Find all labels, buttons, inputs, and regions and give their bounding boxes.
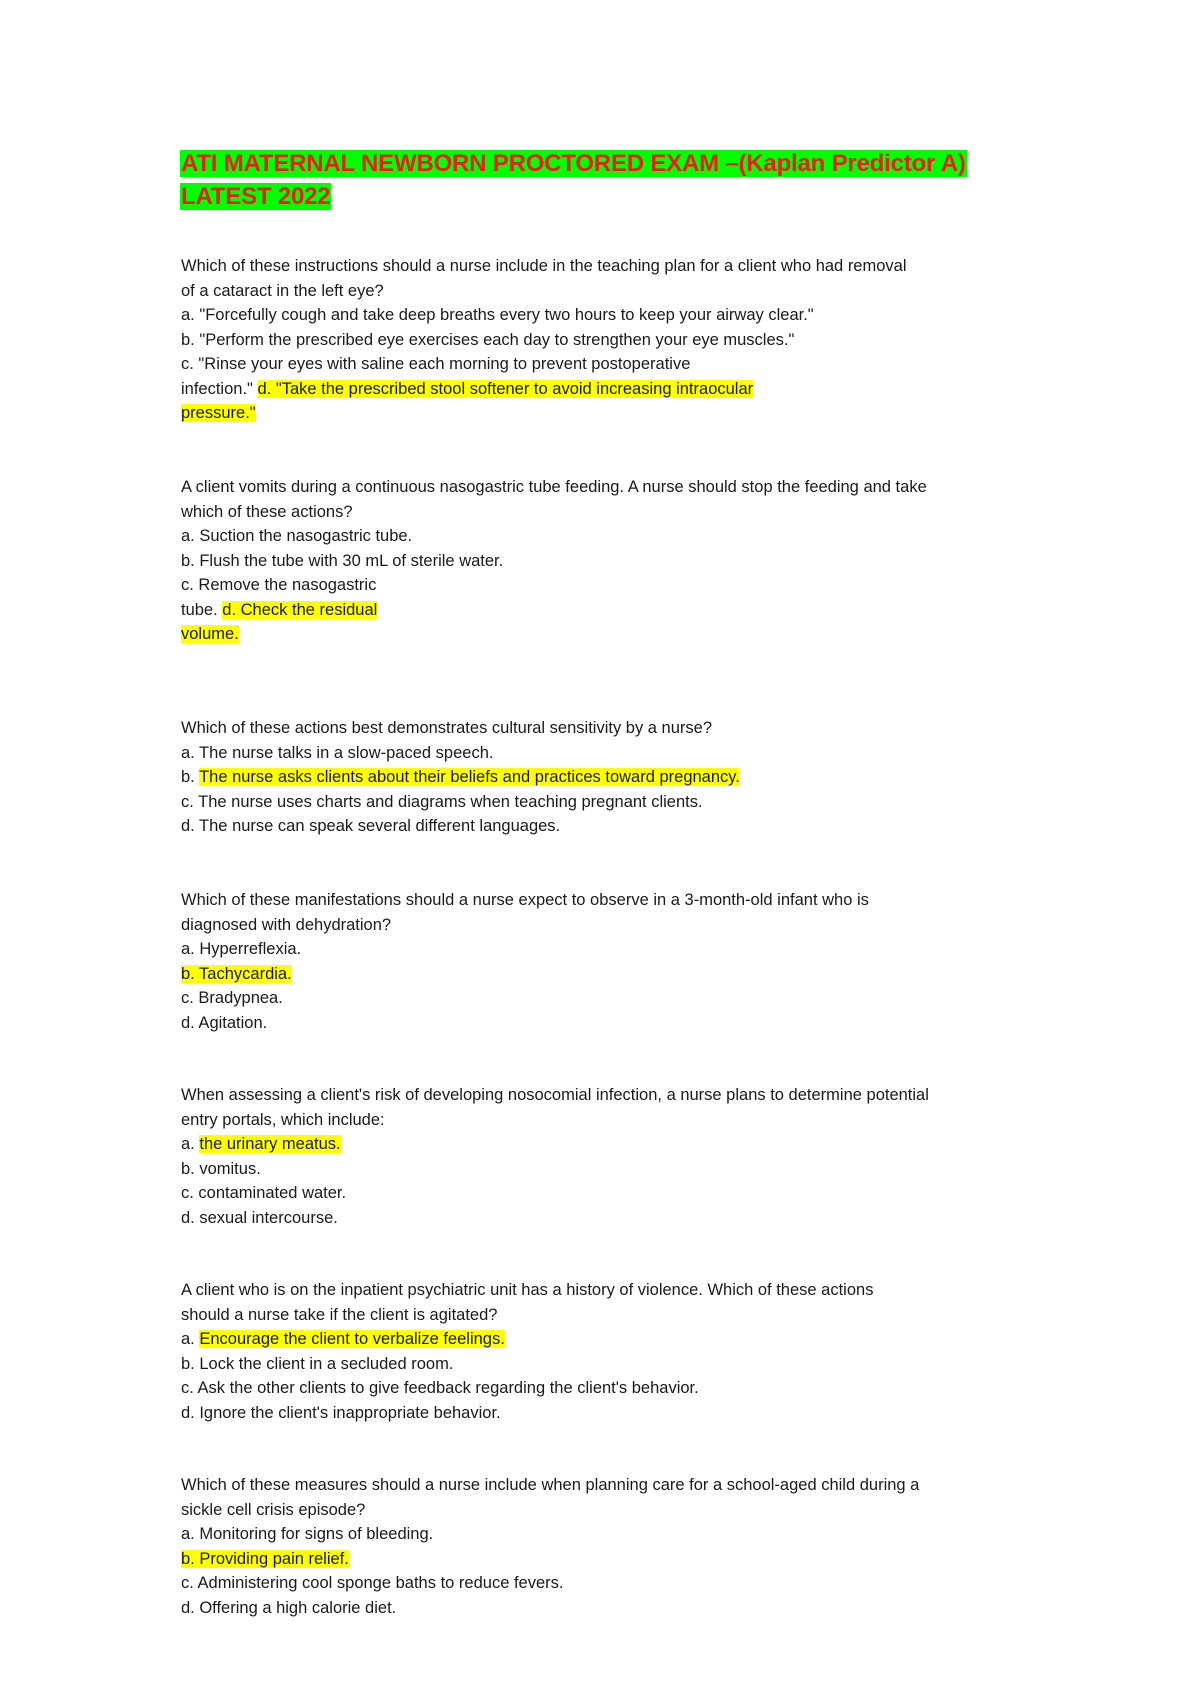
- option-c: c. Bradypnea.: [181, 989, 283, 1007]
- question-stem: of a cataract in the left eye?: [181, 281, 384, 300]
- option-d: d. sexual intercourse.: [181, 1208, 338, 1227]
- correct-answer-highlight: b. Tachycardia.: [181, 964, 292, 983]
- option-a: a. the urinary meatus.: [181, 1135, 341, 1153]
- option-a: a. "Forcefully cough and take deep breaths every two hours to keep your airway clear.": [181, 306, 814, 324]
- option-a: a. Suction the nasogastric tube.: [181, 527, 413, 545]
- question-stem: Which of these actions best demonstrates cultural sensitivity by a nurse?: [181, 719, 713, 737]
- option-c: c. Administering cool sponge baths to reduce fevers.: [181, 1574, 564, 1592]
- question-2: [181, 475, 1031, 647]
- title-line-1: ATI MATERNAL NEWBORN PROCTORED EXAM –(Kaplan Predictor A): [181, 150, 966, 177]
- correct-answer-highlight: volume.: [181, 625, 239, 643]
- question-stem: sickle cell crisis episode?: [181, 1500, 366, 1519]
- option-d: d. The nurse can speak several different languages.: [181, 817, 561, 835]
- question-stem: Which of these manifestations should a nurse expect to observe in a 3-month-old infant who is: [181, 891, 869, 909]
- correct-answer-highlight: d. Check the residual: [222, 600, 378, 619]
- option-a: a. The nurse talks in a slow-paced speech.: [181, 743, 494, 762]
- question-stem: Which of these instructions should a nurse include in the teaching plan for a client who had removal: [181, 257, 907, 275]
- correct-answer-highlight: pressure.": [181, 404, 256, 422]
- question-7: [181, 1473, 1031, 1620]
- correct-answer-highlight: b. Providing pain relief.: [181, 1549, 349, 1568]
- option-d-continued: [181, 622, 1031, 647]
- question-5: [181, 1083, 1031, 1230]
- option-a: a. Monitoring for signs of bleeding.: [181, 1525, 434, 1543]
- option-c-continued: tube. d. Check the residual: [181, 600, 378, 619]
- question-3: [181, 716, 1031, 839]
- question-1: [181, 254, 1031, 426]
- option-c: c. contaminated water.: [181, 1184, 347, 1202]
- option-b: b. The nurse asks clients about their beliefs and practices toward pregnancy.: [181, 768, 740, 786]
- question-stem: A client who is on the inpatient psychiatric unit has a history of violence. Which of these actions: [181, 1281, 874, 1299]
- question-stem: Which of these measures should a nurse include when planning care for a school-aged child during a: [181, 1476, 920, 1494]
- option-c: c. The nurse uses charts and diagrams when teaching pregnant clients.: [181, 792, 703, 811]
- option-b: b. Lock the client in a secluded room.: [181, 1354, 454, 1373]
- option-d: d. Agitation.: [181, 1013, 268, 1032]
- question-stem: entry portals, which include:: [181, 1110, 385, 1129]
- option-c: c. Ask the other clients to give feedback regarding the client's behavior.: [181, 1379, 699, 1397]
- correct-answer-highlight: d. "Take the prescribed stool softener to avoid increasing intraocular: [257, 379, 754, 398]
- option-c-continued: infection." d. "Take the prescribed stool softener to avoid increasing intraocular: [181, 379, 754, 398]
- option-a: a. Encourage the client to verbalize feelings.: [181, 1330, 505, 1348]
- correct-answer-highlight: The nurse asks clients about their beliefs and practices toward pregnancy.: [199, 768, 740, 786]
- question-stem: When assessing a client's risk of developing nosocomial infection, a nurse plans to determine potential: [181, 1086, 929, 1104]
- option-b: [181, 1547, 1031, 1572]
- question-stem: should a nurse take if the client is agitated?: [181, 1305, 498, 1324]
- option-d: d. Ignore the client's inappropriate behavior.: [181, 1403, 501, 1422]
- option-a: a. Hyperreflexia.: [181, 940, 302, 958]
- title-line-2: LATEST 2022: [181, 183, 331, 210]
- option-d-continued: [181, 401, 1031, 426]
- correct-answer-highlight: the urinary meatus.: [199, 1135, 341, 1153]
- question-4: [181, 888, 1031, 1035]
- question-6: [181, 1278, 1031, 1425]
- option-b: b. "Perform the prescribed eye exercises each day to strengthen your eye muscles.": [181, 330, 795, 349]
- question-stem: which of these actions?: [181, 502, 353, 521]
- option-c: c. "Rinse your eyes with saline each morning to prevent postoperative: [181, 355, 691, 373]
- question-stem: diagnosed with dehydration?: [181, 915, 392, 934]
- option-b: b. Flush the tube with 30 mL of sterile water.: [181, 551, 504, 570]
- option-c: c. Remove the nasogastric: [181, 576, 377, 594]
- correct-answer-highlight: Encourage the client to verbalize feelings.: [199, 1330, 505, 1348]
- option-b: [181, 962, 1031, 987]
- option-b: b. vomitus.: [181, 1159, 261, 1178]
- document-title: [180, 147, 1020, 213]
- question-stem: A client vomits during a continuous nasogastric tube feeding. A nurse should stop the feeding and take: [181, 478, 927, 496]
- option-d: d. Offering a high calorie diet.: [181, 1598, 397, 1617]
